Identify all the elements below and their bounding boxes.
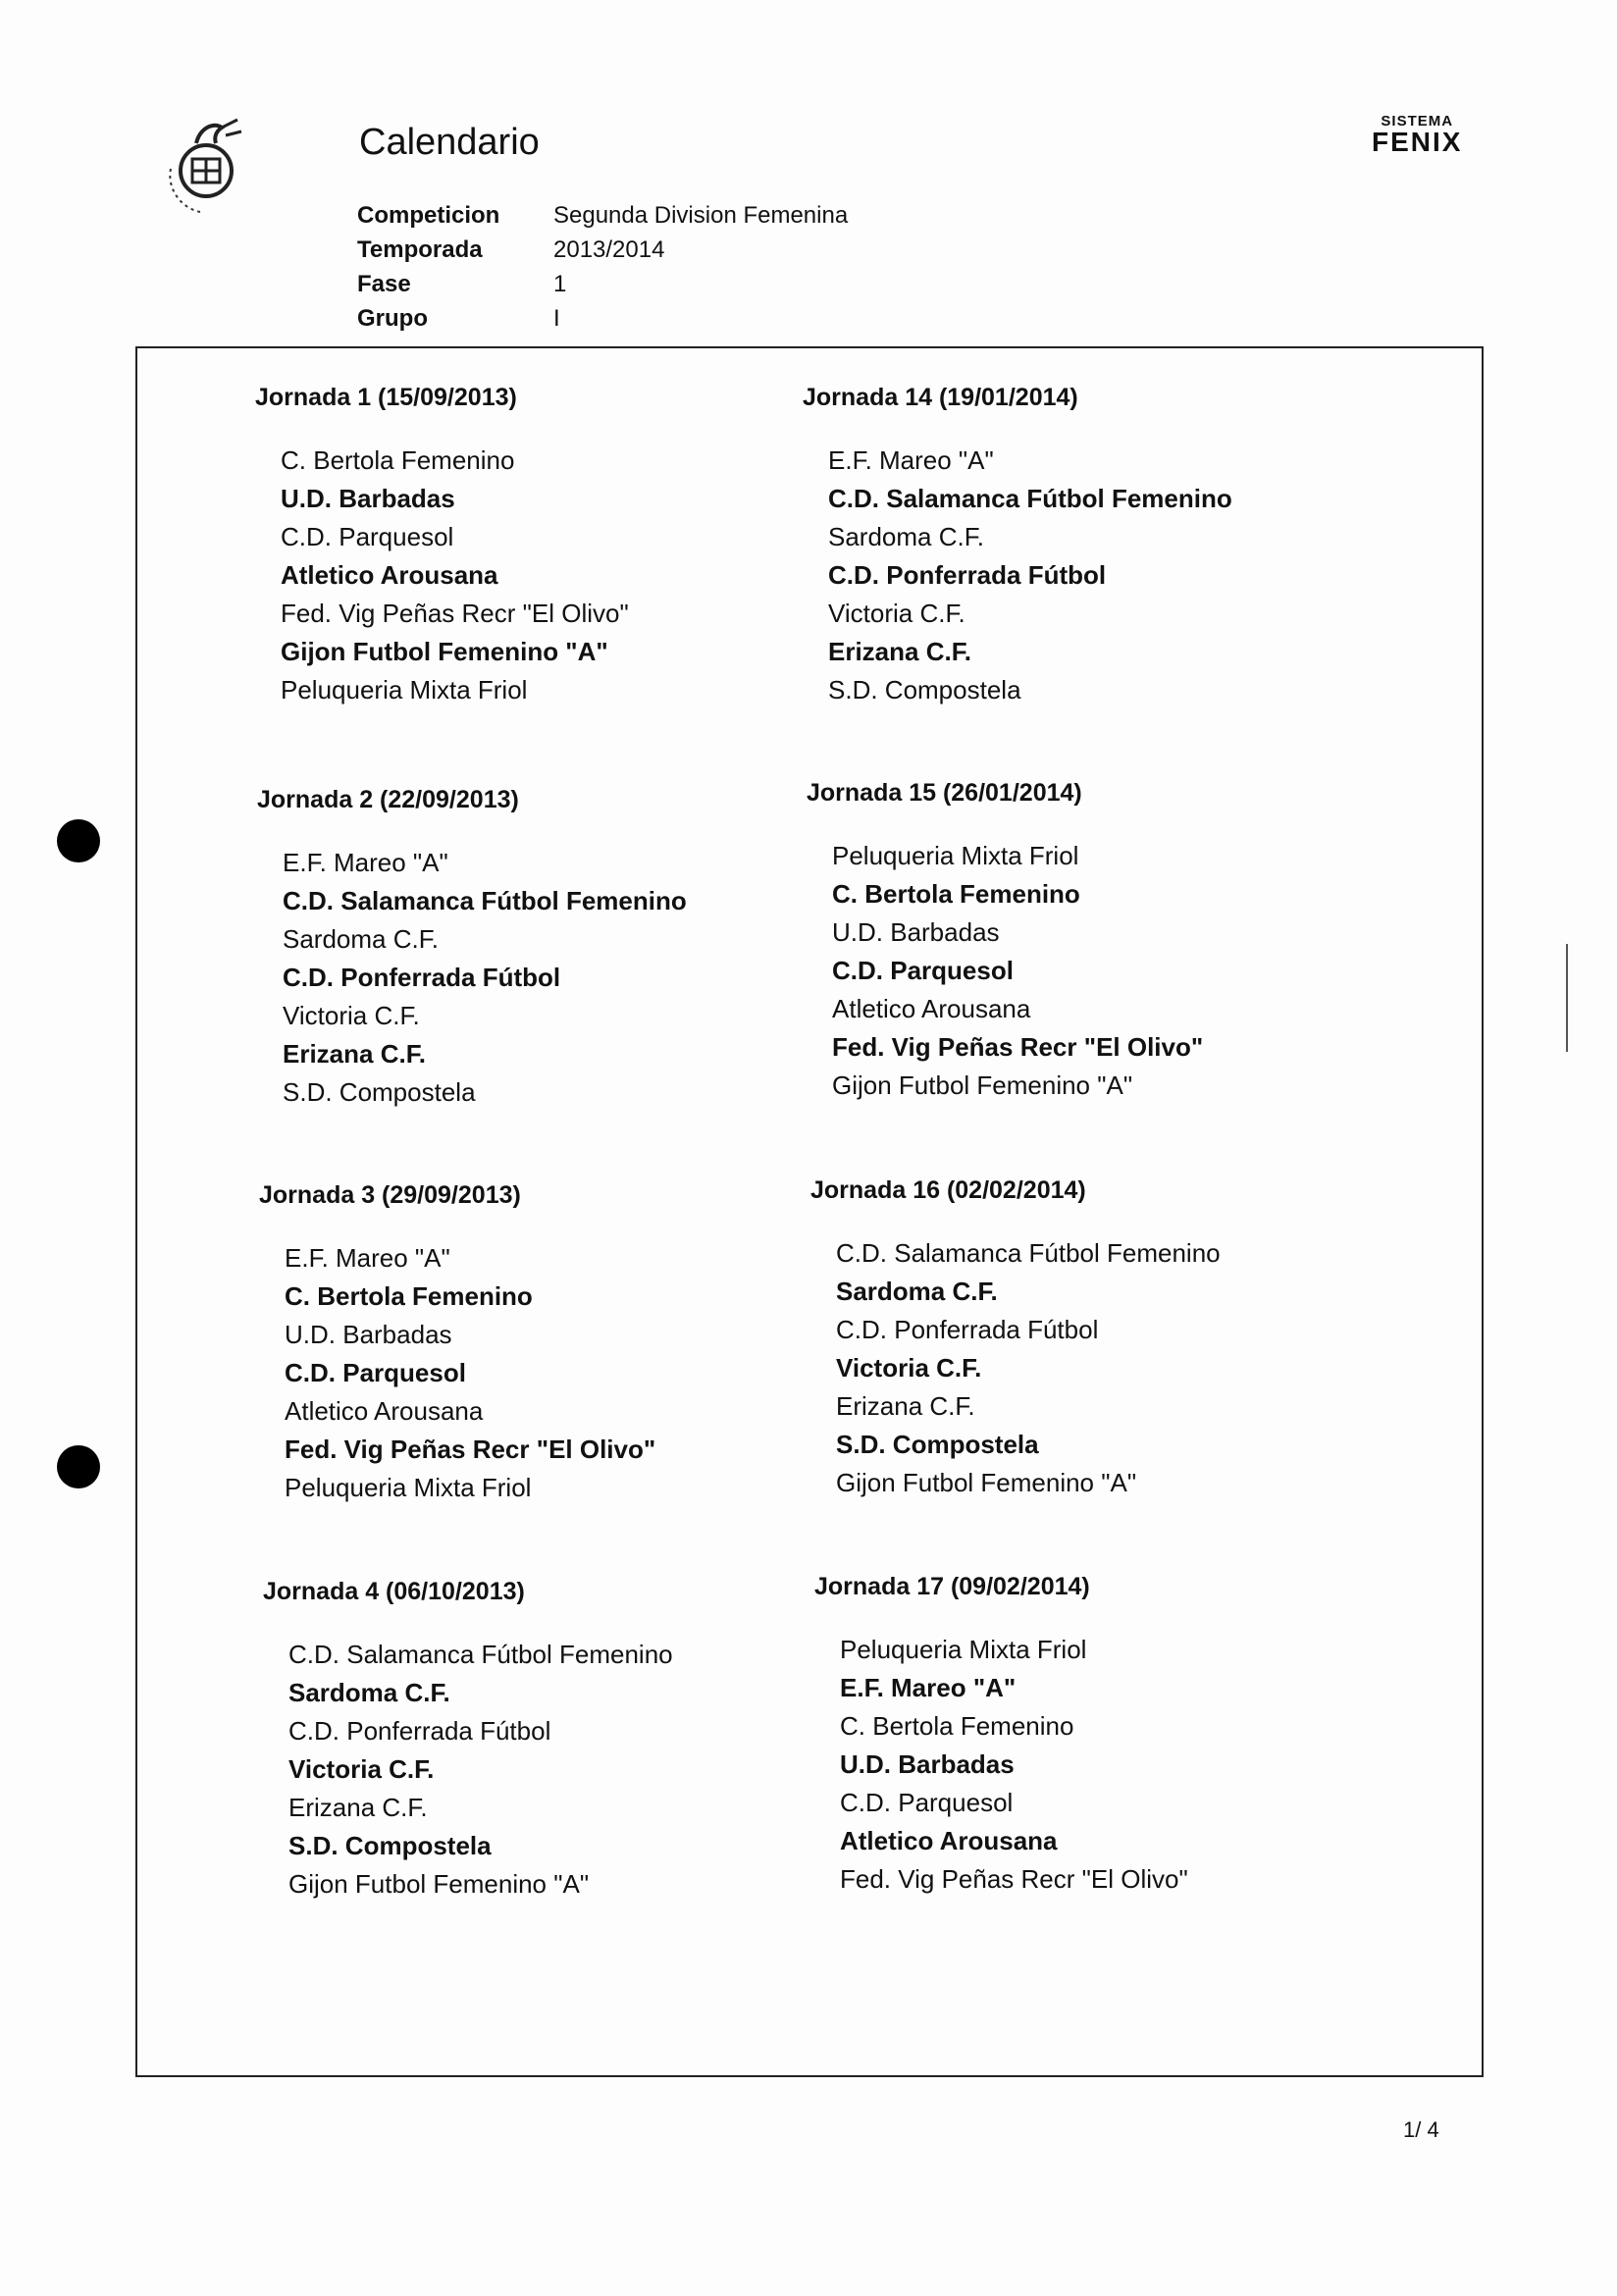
jornada-block: [810, 1176, 1221, 1502]
meta-label: Fase: [357, 270, 411, 297]
team-name: Victoria C.F.: [836, 1353, 982, 1383]
team-name: Fed. Vig Peñas Recr "El Olivo": [840, 1864, 1188, 1894]
team-name: C.D. Parquesol: [840, 1788, 1014, 1817]
team-name: E.F. Mareo "A": [840, 1673, 1017, 1702]
team-name: Sardoma C.F.: [288, 1678, 450, 1707]
jornada-title: Jornada 15 (26/01/2014): [807, 779, 1082, 807]
jornada-title: Jornada 4 (06/10/2013): [263, 1578, 525, 1605]
meta-info: [357, 198, 848, 336]
team-name: C.D. Ponferrada Fútbol: [288, 1716, 551, 1746]
meta-label: Temporada: [357, 235, 483, 263]
team-name: U.D. Barbadas: [285, 1320, 452, 1349]
team-name: C.D. Parquesol: [281, 522, 454, 551]
team-name: Gijon Futbol Femenino "A": [832, 1070, 1133, 1100]
team-name: Fed. Vig Peñas Recr "El Olivo": [281, 599, 629, 628]
jornada-block: [263, 1578, 673, 1904]
team-name: Peluqueria Mixta Friol: [832, 841, 1079, 870]
team-name: Erizana C.F.: [836, 1391, 975, 1421]
team-name: C.D. Ponferrada Fútbol: [828, 560, 1107, 590]
meta-row-temporada: [357, 233, 848, 267]
team-name: Gijon Futbol Femenino "A": [281, 637, 608, 666]
jornada-block: [803, 384, 1232, 709]
meta-label: Competicion: [357, 201, 500, 229]
federation-logo-icon: [157, 110, 255, 228]
meta-value: 1: [553, 270, 567, 297]
meta-row-competicion: [357, 198, 848, 233]
team-name: C. Bertola Femenino: [840, 1711, 1074, 1741]
team-name: Atletico Arousana: [285, 1396, 484, 1426]
team-name: S.D. Compostela: [288, 1831, 492, 1860]
jornada-title: Jornada 16 (02/02/2014): [810, 1176, 1086, 1204]
punch-hole: [57, 1445, 100, 1488]
team-name: Victoria C.F.: [283, 1001, 420, 1030]
team-name: Peluqueria Mixta Friol: [281, 675, 528, 704]
margin-mark: [1566, 944, 1568, 1052]
team-list: [840, 1631, 1188, 1899]
jornada-title: Jornada 17 (09/02/2014): [814, 1573, 1090, 1600]
team-name: S.D. Compostela: [836, 1430, 1039, 1459]
jornada-block: [807, 779, 1203, 1105]
team-list: [285, 1239, 655, 1507]
team-name: Atletico Arousana: [840, 1826, 1058, 1855]
meta-value: Segunda Division Femenina: [553, 201, 849, 229]
team-name: Peluqueria Mixta Friol: [840, 1635, 1087, 1664]
team-name: U.D. Barbadas: [840, 1749, 1015, 1779]
team-name: C.D. Ponferrada Fútbol: [836, 1315, 1099, 1344]
team-name: C.D. Salamanca Fútbol Femenino: [828, 484, 1232, 513]
team-name: S.D. Compostela: [283, 1077, 476, 1107]
team-name: E.F. Mareo "A": [285, 1243, 450, 1273]
page-number: 1/ 4: [1403, 2117, 1439, 2142]
team-name: C.D. Parquesol: [832, 956, 1014, 985]
brand-logo: [1372, 114, 1462, 156]
team-name: C.D. Salamanca Fútbol Femenino: [836, 1238, 1221, 1268]
punch-hole: [57, 819, 100, 862]
team-list: [283, 844, 687, 1112]
team-name: U.D. Barbadas: [281, 484, 455, 513]
team-name: C.D. Ponferrada Fútbol: [283, 963, 561, 992]
jornada-block: [259, 1181, 655, 1507]
team-name: Erizana C.F.: [828, 637, 971, 666]
meta-value: I: [553, 304, 560, 332]
team-name: Erizana C.F.: [283, 1039, 426, 1069]
team-list: [836, 1234, 1221, 1502]
team-name: U.D. Barbadas: [832, 917, 1000, 947]
team-name: C.D. Salamanca Fútbol Femenino: [288, 1640, 673, 1669]
team-name: C.D. Salamanca Fútbol Femenino: [283, 886, 687, 915]
team-name: Sardoma C.F.: [828, 522, 984, 551]
team-list: [281, 442, 629, 709]
meta-row-grupo: [357, 301, 848, 336]
team-name: C. Bertola Femenino: [281, 445, 515, 475]
jornada-title: Jornada 3 (29/09/2013): [259, 1181, 521, 1209]
brand-top-text: SISTEMA: [1381, 113, 1454, 130]
team-name: Victoria C.F.: [828, 599, 965, 628]
jornada-block: [814, 1573, 1188, 1899]
team-name: Sardoma C.F.: [283, 924, 439, 954]
team-name: Victoria C.F.: [288, 1754, 435, 1784]
team-name: Fed. Vig Peñas Recr "El Olivo": [285, 1435, 656, 1464]
meta-row-fase: [357, 267, 848, 301]
meta-label: Grupo: [357, 304, 428, 332]
team-list: [288, 1636, 673, 1904]
team-list: [832, 837, 1203, 1105]
page-title: Calendario: [359, 122, 540, 163]
jornada-title: Jornada 14 (19/01/2014): [803, 384, 1078, 411]
team-name: Atletico Arousana: [832, 994, 1031, 1023]
meta-value: 2013/2014: [553, 235, 665, 263]
team-name: C. Bertola Femenino: [832, 879, 1080, 909]
team-name: Gijon Futbol Femenino "A": [288, 1869, 590, 1899]
jornada-block: [255, 384, 629, 709]
team-name: C.D. Parquesol: [285, 1358, 466, 1387]
brand-main-text: FENIX: [1372, 127, 1463, 157]
jornada-title: Jornada 2 (22/09/2013): [257, 786, 519, 813]
team-name: Gijon Futbol Femenino "A": [836, 1468, 1137, 1497]
team-name: Peluqueria Mixta Friol: [285, 1473, 532, 1502]
team-name: Sardoma C.F.: [836, 1277, 998, 1306]
team-name: Atletico Arousana: [281, 560, 498, 590]
jornada-block: [257, 786, 687, 1112]
team-name: S.D. Compostela: [828, 675, 1021, 704]
team-name: Fed. Vig Peñas Recr "El Olivo": [832, 1032, 1204, 1062]
team-name: E.F. Mareo "A": [828, 445, 994, 475]
team-list: [828, 442, 1232, 709]
team-name: Erizana C.F.: [288, 1793, 428, 1822]
team-name: E.F. Mareo "A": [283, 848, 448, 877]
jornada-title: Jornada 1 (15/09/2013): [255, 384, 517, 411]
team-name: C. Bertola Femenino: [285, 1281, 533, 1311]
